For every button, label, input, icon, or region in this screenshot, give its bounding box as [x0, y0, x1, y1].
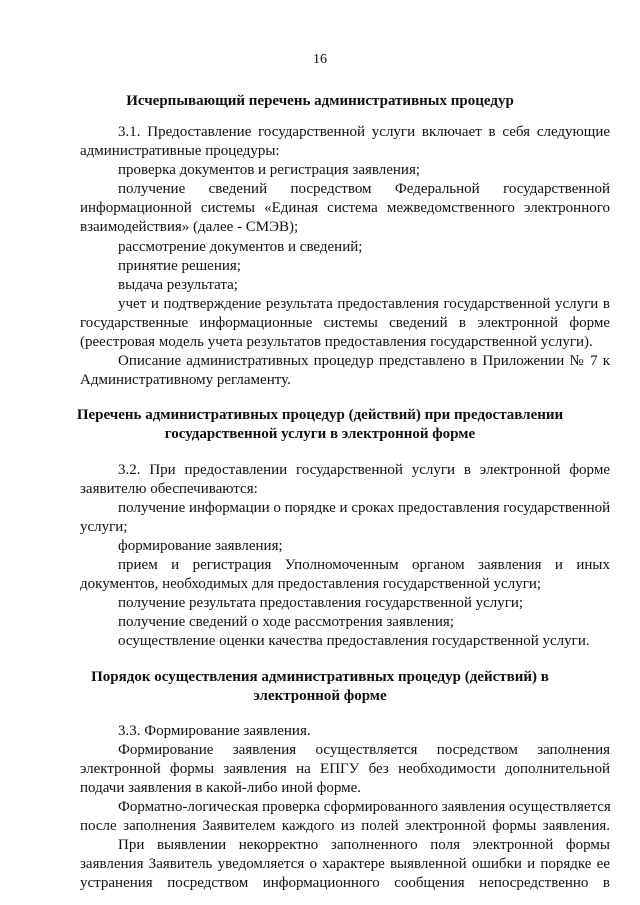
paragraph-line: учет и подтверждение результата предоставления государственной услуги в [118, 296, 610, 312]
paragraph-line: (реестровая модель учета результатов предоставления государственной услуги). [80, 334, 593, 350]
paragraph-line: получение сведений посредством Федеральной государственной [118, 181, 610, 197]
paragraph-line: документов, необходимых для предоставления государственной услуги; [80, 576, 542, 592]
paragraph-line: 3.3. Формирование заявления. [118, 723, 311, 739]
section-heading: Порядок осуществления административных процедур (действий) в [91, 669, 549, 685]
section-heading: государственной услуги в электронной форме [164, 426, 476, 442]
paragraph-line: рассмотрение документов и сведений; [118, 239, 363, 255]
paragraph-line: получение сведений о ходе рассмотрения заявления; [118, 614, 454, 630]
paragraph-line: после заполнения Заявителем каждого из полей электронной формы заявления. [80, 818, 610, 834]
paragraph-line: подачи заявления в какой-либо иной форме. [80, 780, 362, 796]
paragraph-line: 3.1. Предоставление государственной услуги включает в себя следующие [118, 124, 610, 140]
paragraph-line: Форматно-логическая проверка сформированного заявления осуществляется [118, 799, 611, 815]
paragraph-line: 3.2. При предоставлении государственной услуги в электронной форме [118, 462, 610, 478]
paragraph-line: Формирование заявления осуществляется посредством заполнения [118, 742, 610, 758]
paragraph-line: заявления Заявитель уведомляется о характере выявленной ошибки и порядке ее [80, 856, 610, 872]
paragraph-line: формирование заявления; [118, 538, 283, 554]
paragraph-line: устранения посредством информационного сообщения непосредственно в [80, 875, 610, 891]
paragraph-line: заявителю обеспечиваются: [80, 481, 258, 497]
paragraph-line: прием и регистрация Уполномоченным органом заявления и иных [118, 557, 610, 573]
paragraph-line: проверка документов и регистрация заявления; [118, 162, 421, 178]
paragraph-line: информационной системы «Единая система межведомственного электронного [80, 200, 610, 216]
paragraph-line: осуществление оценки качества предоставления государственной услуги. [118, 633, 590, 649]
paragraph-line: государственные информационные системы сведений в электронной форме [80, 315, 610, 331]
section-heading: электронной форме [253, 688, 387, 704]
section-heading: Перечень административных процедур (действий) при предоставлении [76, 407, 564, 423]
paragraph-line: административные процедуры: [80, 143, 280, 159]
paragraph-line: услуги; [80, 519, 128, 535]
paragraph-line: Описание административных процедур представлено в Приложении № 7 к [118, 353, 610, 369]
section-heading: Исчерпывающий перечень административных процедур [126, 93, 514, 109]
page-number: 16 [313, 52, 327, 67]
paragraph-line: получение информации о порядке и сроках предоставления государственной [118, 500, 611, 516]
paragraph-line: электронной формы заявления на ЕПГУ без необходимости дополнительной [80, 761, 610, 777]
paragraph-line: принятие решения; [118, 258, 241, 274]
paragraph-line: выдача результата; [118, 277, 238, 293]
paragraph-line: получение результата предоставления государственной услуги; [118, 595, 524, 611]
paragraph-line: Административному регламенту. [80, 372, 291, 388]
paragraph-line: взаимодействия» (далее - СМЭВ); [80, 219, 299, 235]
paragraph-line: При выявлении некорректно заполненного поля электронной формы [118, 837, 610, 853]
